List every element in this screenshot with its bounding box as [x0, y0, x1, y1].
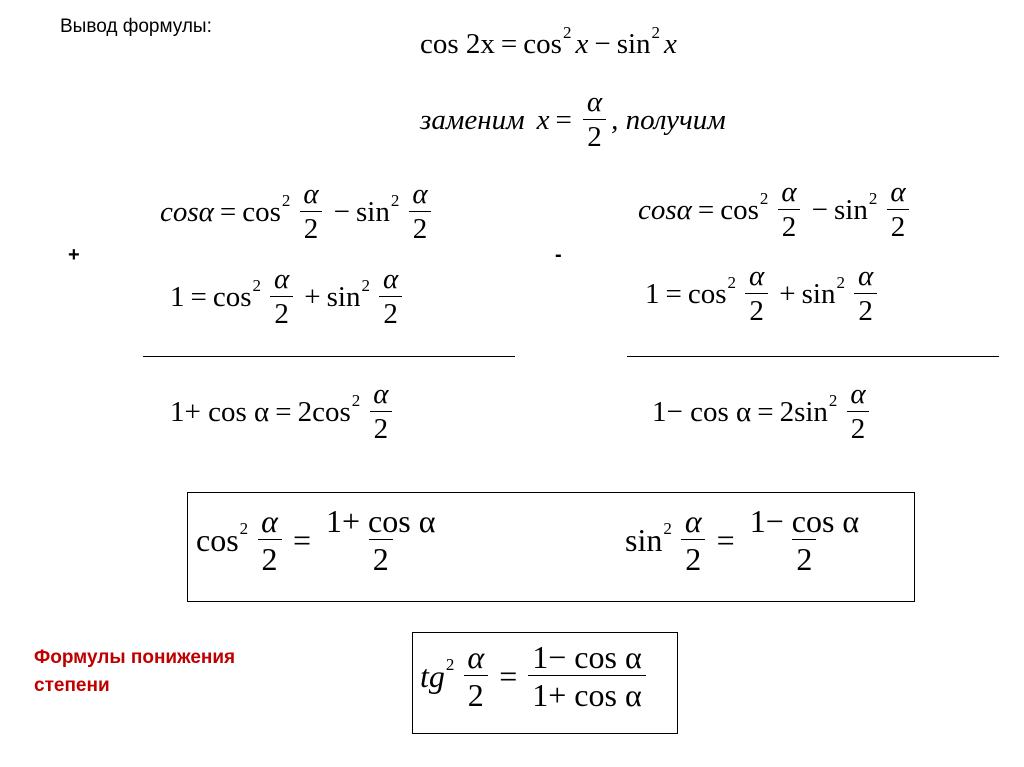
equals: =: [757, 395, 774, 428]
sin-fn: sin: [625, 522, 663, 558]
numerator: α: [850, 378, 866, 410]
denominator: 2: [409, 211, 432, 244]
lhs: 1: [645, 277, 660, 310]
coef-fn: 2sin: [779, 395, 828, 428]
fraction-alpha-2: [681, 505, 706, 575]
numerator: α: [303, 178, 319, 210]
numerator: α: [382, 263, 399, 295]
lhs: 1: [170, 280, 185, 313]
denominator: 2: [745, 293, 768, 326]
denominator: 2: [369, 539, 393, 575]
left-result: [170, 380, 397, 444]
equals: =: [555, 103, 572, 136]
right-eq2: [645, 262, 882, 326]
left-eq2: [170, 265, 407, 329]
cos-square-half-formula: [196, 505, 444, 575]
fraction: [846, 380, 869, 444]
right-result: [652, 380, 875, 444]
exponent: 2: [351, 390, 361, 410]
numerator: 1− cos α: [749, 503, 860, 539]
fraction: [777, 178, 800, 242]
fraction: [379, 265, 402, 329]
numerator: α: [890, 176, 906, 208]
word-poluchim: , получим: [611, 103, 726, 136]
exponent: 2: [239, 518, 249, 538]
operator: +: [779, 277, 796, 310]
word-zamenim: заменим: [420, 103, 525, 136]
exponent: 2: [562, 23, 572, 42]
minus-sign: -: [555, 244, 562, 266]
denominator: 2: [370, 411, 393, 444]
difference-divider-line: [627, 356, 999, 357]
denominator: 1+ cos α: [528, 675, 645, 711]
fraction: [854, 262, 877, 326]
denominator: 2: [681, 539, 705, 575]
numerator: α: [684, 503, 702, 539]
sin-fn: sin: [801, 277, 836, 310]
fraction: [408, 180, 431, 244]
coef-fn: 2cos: [297, 395, 351, 428]
numerator: α: [467, 639, 485, 675]
operator: −: [811, 193, 829, 226]
operator: −: [333, 195, 351, 228]
denominator: 2: [464, 675, 488, 711]
cos-fn: cos: [720, 193, 759, 226]
denominator: 2: [270, 296, 293, 329]
sin-fn: sin: [326, 280, 361, 313]
exponent: 2: [868, 188, 878, 208]
exponent: 2: [828, 390, 838, 410]
fraction: [745, 262, 768, 326]
equals: =: [190, 280, 207, 313]
var-x: x: [536, 103, 550, 136]
sin-fn: sin: [834, 193, 868, 226]
denominator: 2: [583, 119, 606, 152]
lhs: 1+ cos α: [170, 395, 270, 428]
fraction: [299, 180, 322, 244]
fraction: [369, 380, 392, 444]
denominator: 2: [778, 209, 801, 242]
exponent: 2: [663, 518, 672, 538]
equals: =: [275, 395, 292, 428]
equals: =: [500, 28, 518, 60]
lhs: cosα: [160, 195, 214, 228]
exponent: 2: [281, 190, 291, 210]
fraction-alpha-2: [257, 505, 282, 575]
exponent: 2: [836, 272, 845, 292]
denominator: 2: [300, 211, 323, 244]
cos-fn: cos: [523, 28, 562, 60]
fraction-result: [528, 641, 645, 711]
numerator: α: [261, 503, 278, 539]
numerator: α: [373, 378, 389, 410]
minus: −: [594, 28, 611, 60]
cos-fn: cos: [687, 277, 727, 310]
numerator: α: [274, 263, 290, 295]
denominator: 2: [379, 296, 402, 329]
fraction-alpha-2: [463, 641, 488, 711]
left-eq1: [160, 180, 437, 244]
power-reduction-caption: Формулы понижения степени: [34, 647, 236, 696]
exponent: 2: [445, 654, 455, 674]
lhs: cos 2x: [420, 28, 495, 60]
cos-fn: cos: [212, 280, 252, 313]
plus-sign: +: [68, 244, 80, 266]
sin-fn: sin: [356, 195, 390, 228]
denominator: 2: [887, 209, 910, 242]
numerator: α: [412, 178, 428, 210]
numerator: α: [749, 260, 765, 292]
sin-fn: sin: [616, 28, 651, 60]
numerator: α: [781, 176, 797, 208]
cos-fn: cos: [196, 522, 239, 558]
sin-square-half-formula: [625, 505, 868, 575]
numerator: α: [586, 86, 603, 118]
exponent: 2: [252, 275, 262, 295]
tg-square-half-formula: [420, 641, 651, 711]
substitution-line: [420, 88, 726, 152]
operator: +: [304, 280, 321, 313]
denominator: 2: [258, 539, 282, 575]
equals: =: [665, 277, 682, 310]
exponent: 2: [759, 188, 769, 208]
fraction-alpha-2: [583, 88, 606, 152]
exponent: 2: [727, 272, 737, 292]
formula-cos-double-angle: [420, 23, 677, 60]
var-x: x: [575, 28, 589, 60]
slide-title: Вывод формулы:: [60, 16, 212, 37]
fraction-result: [746, 505, 863, 575]
fraction: [886, 178, 909, 242]
equals: =: [219, 195, 237, 228]
sum-divider-line: [143, 356, 515, 357]
fraction: [270, 265, 293, 329]
exponent: 2: [651, 23, 661, 42]
lhs: cosα: [638, 193, 692, 226]
tg-fn: tg: [420, 658, 445, 694]
var-x: x: [664, 28, 677, 60]
equals: =: [292, 522, 311, 558]
exponent: 2: [390, 190, 400, 210]
right-eq1: [638, 178, 915, 242]
lhs: 1− cos α: [652, 395, 752, 428]
numerator: 1+ cos α: [326, 503, 436, 539]
cos-fn: cos: [242, 195, 281, 228]
exponent: 2: [361, 275, 370, 295]
equals: =: [499, 658, 518, 694]
numerator: α: [857, 260, 874, 292]
equals: =: [716, 522, 735, 558]
denominator: 2: [847, 411, 870, 444]
fraction-result: [322, 505, 439, 575]
numerator: 1− cos α: [532, 639, 642, 675]
equals: =: [697, 193, 715, 226]
denominator: 2: [854, 293, 877, 326]
denominator: 2: [792, 539, 816, 575]
